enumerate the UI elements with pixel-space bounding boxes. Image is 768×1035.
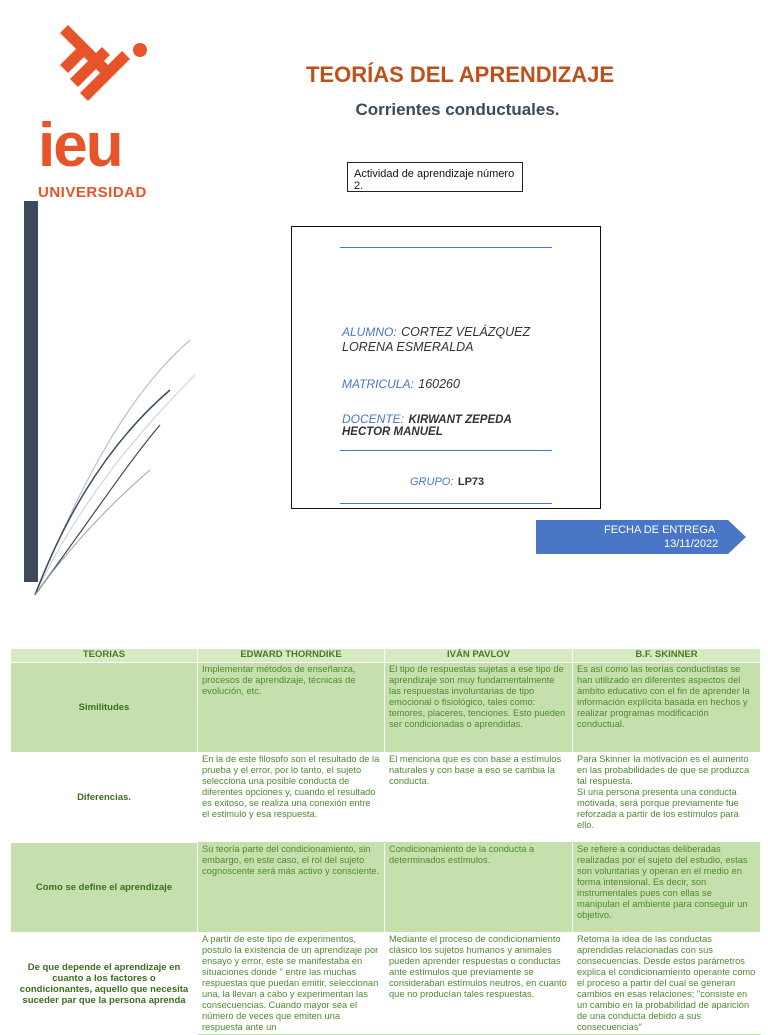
student-info-card: [291, 226, 601, 509]
divider: [340, 503, 552, 504]
column-header: IVÁN PAVLOV: [385, 649, 573, 663]
table-row: [11, 753, 761, 843]
logo-chevron-icon: [24, 5, 184, 115]
table-cell: Implementar métodos de enseñanza, procesos de aprendizaje, técnicas de evolución, etc.: [198, 663, 385, 753]
row-header: Similitudes: [11, 663, 198, 753]
row-header: Como se define el aprendizaje: [11, 843, 198, 933]
table-header-row: [11, 649, 761, 663]
table-cell: Retoma la idea de las conductas aprendidas relacionadas con sus consecuencias. Desde estos parámetros explica el condicionamiento operante como el proceso a partir del cual se generan cambios en esas relaciones; "consiste en un cambio en la probabilidad de aparición de una conducta debido a sus consecuencias": [573, 933, 761, 1035]
row-header: De que depende el aprendizaje en cuanto a los factores o condicionantes, aquello que necesita suceder par que la persona aprenda: [11, 933, 198, 1035]
activity-box: Actividad de aprendizaje número 2.: [347, 162, 523, 192]
column-header: B.F. SKINNER: [573, 649, 761, 663]
table-cell: Mediante el proceso de condicionamiento clásico los sujetos humanos y animales pueden aprender respuestas o conductas ante estímulos que previamente se consideraban estímulos neutros, en cuanto que no producían tales respuestas.: [385, 933, 573, 1035]
table-cell: El menciona que es con base a estímulos naturales y con base a eso se cambia la conducta.: [385, 753, 573, 843]
logo-subtext: UNIVERSIDAD: [38, 184, 147, 201]
alumno-value: CORTEZ VELÁZQUEZ: [401, 325, 531, 339]
table-cell: El tipo de respuestas sujetas a ese tipo de aprendizaje son muy fundamentalmente las respuestas involuntarias de tipo emocional o fisiológico, tales como: temores, placeres, tenciones. Esto pueden ser condicionadas o aprendidas.: [385, 663, 573, 753]
grupo-label: GRUPO:: [410, 476, 454, 488]
row-header: Diferencias.: [11, 753, 198, 843]
table-cell: Su teoría parte del condicionamiento, sin embargo, en este caso, el rol del sujeto cognoscente será más activo y consciente.: [198, 843, 385, 933]
logo-wordmark: ieu: [38, 111, 122, 180]
divider: [340, 247, 552, 248]
theories-table: [10, 648, 761, 1035]
column-header: TEORIAS: [11, 649, 198, 663]
table-row: [11, 843, 761, 933]
grupo-value: LP73: [457, 476, 485, 488]
alumno-label: ALUMNO:: [342, 325, 397, 339]
docente-label: DOCENTE:: [342, 412, 405, 426]
table-row: [11, 933, 761, 1035]
matricula-value: 160260: [418, 377, 460, 391]
docente-value: KIRWANT ZEPEDA: [408, 414, 512, 426]
table-cell: Es así como las teorías conductistas se han utilizado en diferentes aspectos del ámbito educativo con el fin de aprender la información explícita basada en hechos y realizar programas modificación conductual.: [573, 663, 761, 753]
table-cell: Condicionamiento de la conducta a determinados estímulos.: [385, 843, 573, 933]
alumno-value-line2: LORENA ESMERALDA: [342, 340, 474, 354]
table-cell: Para Skinner la motivación es el aumento en las probabilidades de que se produzca tal respuesta. Si una persona presenta una conducta motivada, será porque previamente fue reforzada a partir de los estímulos para ello.: [573, 753, 761, 843]
date-label: FECHA DE ENTREGA: [604, 524, 716, 536]
divider: [340, 450, 552, 451]
matricula-row: [342, 375, 460, 393]
column-header: EDWARD THORNDIKE: [198, 649, 385, 663]
docente-value-line2: HECTOR MANUEL: [342, 426, 443, 438]
matricula-label: MATRICULA:: [342, 377, 414, 391]
page-title: TEORÍAS DEL APRENDIZAJE: [305, 62, 615, 87]
alumno-row: [342, 323, 530, 341]
table-cell: Se refiere a conductas deliberadas realizadas por el sujeto del estudio, estas son voluntarias y operan en el medio en forma intensional. Es decir, son instrumentales pues con ellas se manipulan el ambiente para conseguir un objetivo.: [573, 843, 761, 933]
table-cell: En la de este filosofo son el resultado de la prueba y el error, por lo tanto, el sujeto selecciona una posible conducta de diferentes opciones y, cuando el resultado es exitoso, se realiza una conexión entre el estimulo y esa respuesta.: [198, 753, 385, 843]
page-subtitle: Corrientes conductuales.: [355, 100, 560, 119]
date-value: 13/11/2022: [664, 538, 719, 550]
grupo-row: [410, 472, 484, 490]
decorative-curves-icon: [30, 280, 200, 600]
table-row: [11, 663, 761, 753]
table-cell: A partir de este tipo de experimentos, postulo la existencia de un aprendizaje por ensayo y error, este se manifestaba en situaciones donde " entre las muchas respuestas que puedan emitir, seleccionan una, la llevan a cabo y experimentan las consecuencias. Cuando mayor sea el número de veces que emiten una respuesta ante un: [198, 933, 385, 1035]
